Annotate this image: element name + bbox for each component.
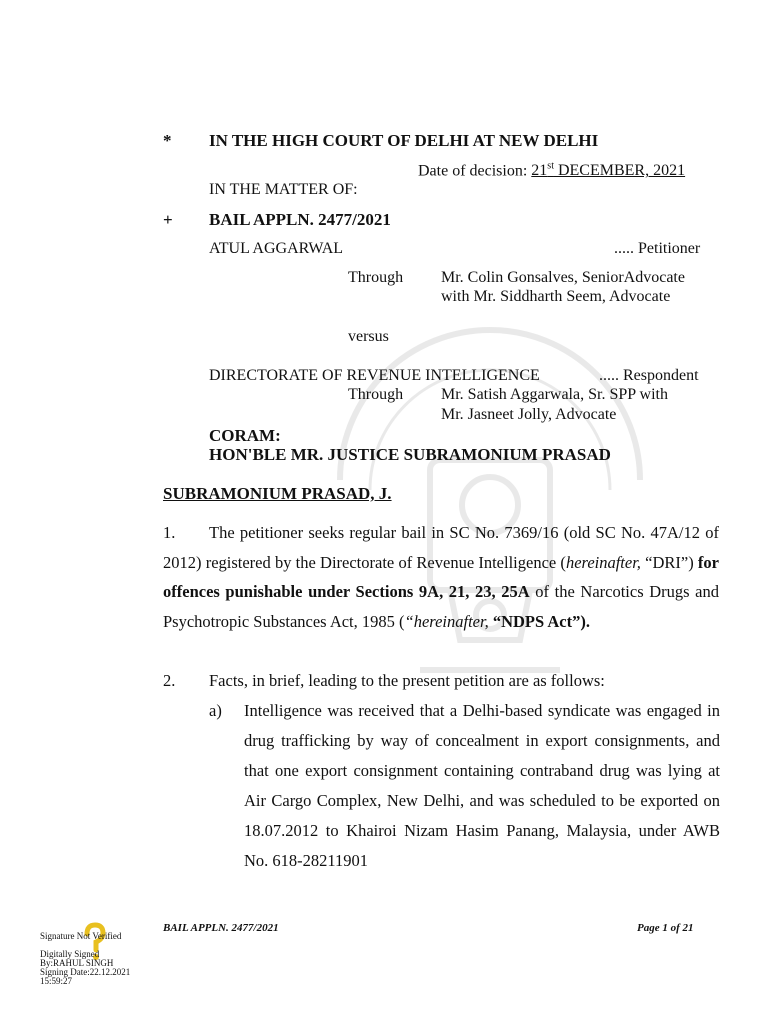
versus-label: versus <box>348 328 389 345</box>
case-number: BAIL APPLN. 2477/2021 <box>209 210 391 229</box>
paragraph-2-number: 2. <box>163 671 176 690</box>
decision-label: Date of decision: <box>418 162 532 180</box>
respondent-counsel-1: Mr. Satish Aggarwala, Sr. SPP with <box>441 386 668 403</box>
paragraph-1-number: 1. <box>163 523 176 542</box>
plus-mark: + <box>163 210 173 229</box>
through-label-2: Through <box>348 386 404 403</box>
paragraph-2: 2. Facts, in brief, leading to the present petition are as follows: <box>163 666 719 696</box>
coram-judge: HON'BLE MR. JUSTICE SUBRAMONIUM PRASAD <box>209 445 611 464</box>
respondent-name: DIRECTORATE OF REVENUE INTELLIGENCE <box>209 367 540 384</box>
signature-digital: Digitally Signed <box>40 949 100 959</box>
petitioner-counsel-2: with Mr. Siddharth Seem, Advocate <box>441 288 671 305</box>
sub-paragraph-a: Intelligence was received that a Delhi-based syndicate was engaged in drug trafficking by way of concealment in export consignments, and that one export consignment containing contraband drug was lying at Air Cargo Complex, New Delhi, and was scheduled to be exported on 18.07.2012 to Khairoi Nizam Hasim Panang, Malaysia, under AWB No. 618-28211901 <box>244 701 720 870</box>
decision-date <box>418 161 685 180</box>
court-title: IN THE HIGH COURT OF DELHI AT NEW DELHI <box>209 131 599 150</box>
footer-page-number: Page 1 of 21 <box>637 922 694 934</box>
judgment-author: SUBRAMONIUM PRASAD, J. <box>163 484 392 503</box>
petitioner-role: ..... Petitioner <box>614 240 701 257</box>
signature-date: Signing Date:22.12.2021 <box>40 967 131 977</box>
signature-time: 15:59:27 <box>40 976 73 986</box>
respondent-counsel-2: Mr. Jasneet Jolly, Advocate <box>441 406 617 423</box>
footer-case-number: BAIL APPLN. 2477/2021 <box>163 922 279 934</box>
sub-paragraph-a-number: a) <box>209 701 222 720</box>
coram-label: CORAM: <box>209 426 281 445</box>
petitioner-name: ATUL AGGARWAL <box>209 240 344 257</box>
decision-date-value: 21st DECEMBER, 2021 <box>531 161 686 180</box>
paragraph-1: 1. The petitioner seeks regular bail in SC No. 7369/16 (old SC No. 47A/12 of 2012) registered by the Directorate of Revenue Intelligence (hereinafter, “DRI”) for offences punishable under Sections 9A, 21, 23, 25A of the Narcotics Drugs and Psychotropic Substances Act, 1985 (“hereinafter, “NDPS Act”). <box>163 518 719 636</box>
matter-heading: IN THE MATTER OF: <box>209 181 358 198</box>
star-mark: * <box>163 131 172 150</box>
petitioner-counsel-1: Mr. Colin Gonsalves, SeniorAdvocate <box>441 269 685 286</box>
respondent-role: ..... Respondent <box>599 367 699 384</box>
signature-signer: By:RAHUL SINGH <box>40 958 114 968</box>
signature-status: Signature Not Verified <box>40 931 122 941</box>
through-label: Through <box>348 269 404 286</box>
